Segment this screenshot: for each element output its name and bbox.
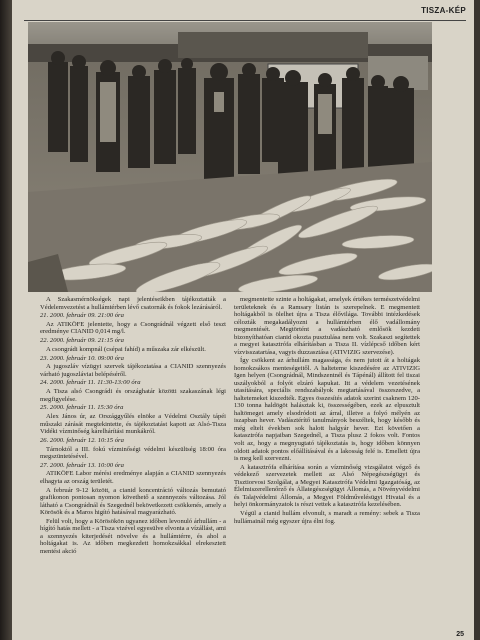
running-header-title: TISZA-KÉP: [421, 6, 466, 15]
event-date-heading: 24. 2000. február 11. 11:30-13:00 óra: [40, 379, 141, 387]
paragraph: A Tisza alsó Csongrádi és országhatár közötti szakaszának légi megfigyelése.: [40, 388, 226, 403]
page-number: 25: [456, 631, 464, 638]
document-page: [12, 0, 474, 640]
event-date-heading: 21. 2000. február 09. 21:00 óra: [40, 312, 124, 320]
binding-edge: [0, 0, 12, 640]
article-column-left: [40, 296, 226, 626]
event-date-heading: 25. 2000. február 11. 15:30 óra: [40, 404, 124, 412]
running-header: [24, 6, 466, 21]
paragraph: Tárnoktól a III. fokú vízminőségi védelmi készültség 18:00 óra megszüntetésével.: [40, 445, 226, 461]
event-date-heading: 26. 2000. február 12. 10:15 óra: [40, 436, 124, 444]
paragraph: A február 9-12 között, a cianid koncentráció változás bemutató grafikonon pontosan nyomon követhető a szennyezés változása. Jól látható a Csongrádnál és Szegednél bekövetkezett csökkenés, amely a Körösök és a Maros higító hatásával magyarázható.: [40, 486, 226, 517]
paragraph: Az ATIKÖFE jelentette, hogy a Csongrádnál végzett első teszt eredménye CIANID 0,014 mg/l.: [40, 320, 226, 336]
paragraph: Így csökkent az árhullám magassága, és nem jutott át a holtágak homokzsákos menteségeitől. A halteteme kiszedésére az ATIVIZIG Igen helyen (Csongrádnál, Mindszentnél és Tápénál) állított fel tiszai uszályokból a folyót elzáró kapukat. Itt a védelem vezetésének utasítására, speciális rendszabályok megtartásával összeszedve, a haltetemeket kiszedték. Egyes összesítés adatok szerint csaknem 120-130 tonna haldögöt halásztak ki, összességében, ezek az elpusztult haltömeget amely elsodródott az árral, illetve a folyó mélyén az iszapban hever. Vadásztérítő tanulmányok beszéltek, hogy később és még eltelt években sok halott halgyár hever. Ezt követően a katasztrófa napjaiban Szegednél, a Tisza plusz 2 fokos volt. Fontos volt az, hogy a megnyugtató tájékoztatás is, hogy időben könnyen oldott adatok pontos előállításával és a lakosság felé is. Emellett újra is meg kell szervezni.: [234, 357, 420, 463]
paragraph: megmentette szinte a holtágakat, amelyek értékes természetvédelmi területeknek és a Ramsary listán is szerepelnek. E megmentett holtágakból is ölelhet újra a Tisza élővilága. További intézkedések célozták megakadályozni a hullámtérben élő vadállomány megmentését. Megtörtént a vadászható emlősök kezdeti bizonyíthatóan cianid okozta pusztulása nem volt. Szakaszi segítettek a megyei katasztrófa elhárításban a Tisza II. vízlépcső időben kért vízvisszatartása, vagyis duzzasztása (ATIVIZIG szervezése).: [234, 296, 420, 356]
article-body: [40, 296, 420, 626]
event-date-heading: 23. 2000. február 10. 09:00 óra: [40, 354, 124, 362]
photo-fish-kill-riverbank: [28, 22, 432, 292]
paragraph: A katasztrófa elhárítása során a vízminőség vizsgálatot végző és védekező szervezetek mellett az Alsó Népegészségügyi és Tisztiorvosi Szolgálat, a Megyei Katasztrófa Védelmi Igazgatóság, az Élelmiszerellenőrző és Állategészségügyi Állomás, a Növényvédelmi és Talajvédelmi Állomás, a Megyei Földművelésügyi Hivatal és a helyi önkormányzatok is részt vettek a katasztrófa kezelésében.: [234, 463, 420, 509]
paragraph: Felül volt, hogy a Körösökön ugyanez időben levonuló árhullám - a hígító hatás mellett - a Tisza vizével egyesülve elvonta a vízállást, ami a szennyezés kiterjedését növelve és a hullámtérre, és ahol a holtágakat is. Az időben megkezdett homokzsákkal elrekesztett mentési akció: [40, 517, 226, 555]
paragraph: Végül a cianid hullám elvonult, s maradt a remény: sebek a Tisza hullámainál még egyszer újra élni fog.: [234, 510, 420, 525]
event-date-heading: 22. 2000. február 09. 21:15 óra: [40, 337, 124, 345]
paragraph: ATIKÖFE Labor mérési eredménye alapján a CIANID szennyezés elhagyta az ország területét.: [40, 470, 226, 485]
event-date-heading: 27. 2000. február 13. 10:00 óra: [40, 461, 124, 469]
article-column-right: [234, 296, 420, 626]
paragraph: A jugoszláv vízügyi szervek tájékoztatása a CIANID szennyezés várható jugoszláviai belépéséről.: [40, 363, 226, 378]
paragraph: Alex János úr, az Országgyűlés elnöke a Védelmi Osztály tápéi műszaki zárását megtekintette, és tájékoztatást kapott az Alsó-Tisza Vidéki vízminőség kárelhárítási munkákról.: [40, 413, 226, 436]
paragraph: A csongrádi kompnál (csépai fahíd) a műszaka zár elkészült.: [46, 345, 206, 353]
paragraph: A Szakasmérnökségek napi jelentéseikben tájékoztatták a Védelemvezetést a hullámtérben lévő csatornák és fokok lezárásáról.: [40, 296, 226, 311]
